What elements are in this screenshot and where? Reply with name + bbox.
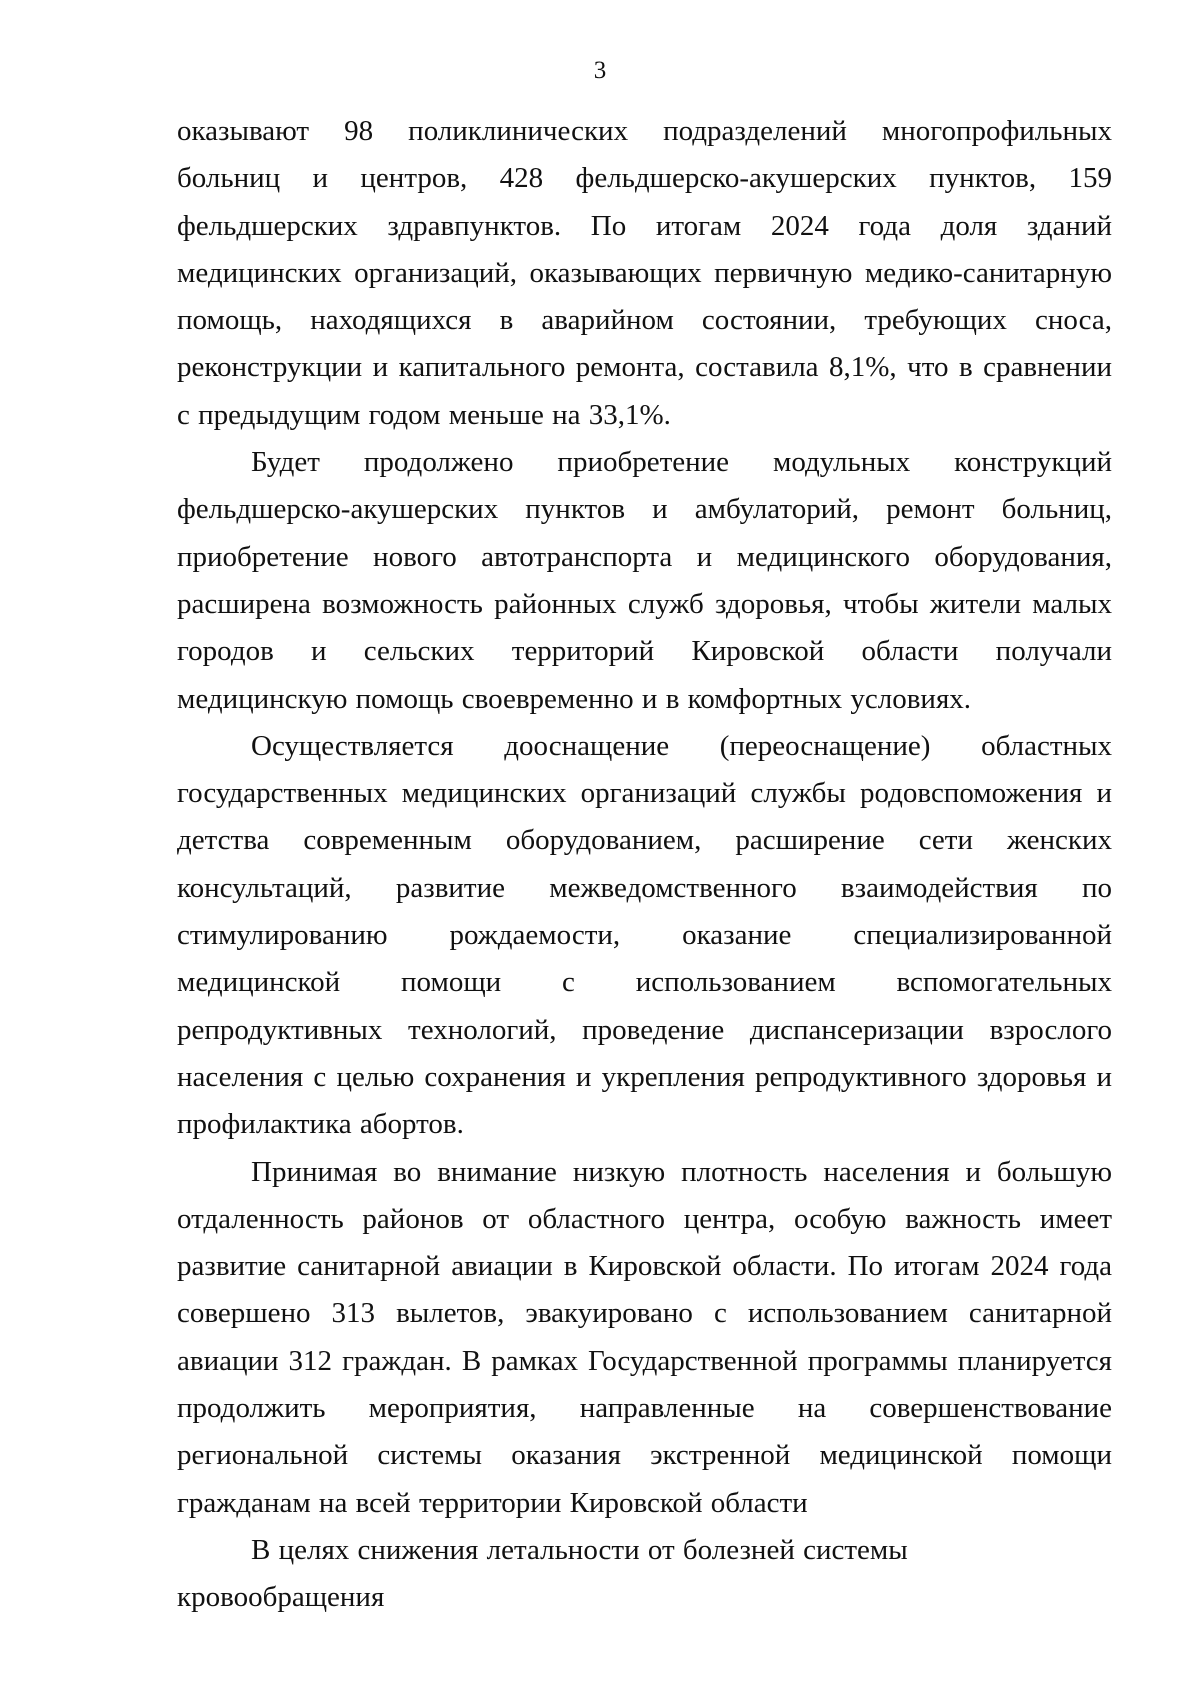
document-body [177,108,1112,1622]
paragraph-primary-care-facilities: оказывают 98 поликлинических подразделений многопрофильных больниц и центров, 428 фельдшерско-акушерских пунктов, 159 фельдшерских здравпунктов. По итогам 2024 года доля зданий медицинских организаций, оказывающих первичную медико-санитарную помощь, находящихся в аварийном состоянии, требующих сноса, реконструкции и капитального ремонта, составила 8,1%, что в сравнении с предыдущим годом меньше на 33,1%. [177,115,1112,431]
paragraph-maternity-services: Осуществляется дооснащение (переоснащение) областных государственных медицинских организаций службы родовспоможения и детства современным оборудованием, расширение сети женских консультаций, развитие межведомственного взаимодействия по стимулированию рождаемости, оказание специализированной медицинской помощи с использованием вспомогательных репродуктивных технологий, проведение диспансеризации взрослого населения с целью сохранения и укрепления репродуктивного здоровья и профилактика абортов. [177,729,1112,1141]
page-number: 3 [593,57,607,84]
paragraph-modular-construction: Будет продолжено приобретение модульных конструкций фельдшерско-акушерских пунктов и амбулаторий, ремонт больниц, приобретение нового автотранспорта и медицинского оборудования, расширена возможность районных служб здоровья, чтобы жители малых городов и сельских территорий Кировской области получали медицинскую помощь своевременно и в комфортных условиях. [177,446,1112,715]
paragraph-sanitary-aviation: Принимая во внимание низкую плотность населения и большую отдаленность районов от областного центра, особую важность имеет развитие санитарной авиации в Кировской области. По итогам 2024 года совершено 313 вылетов, эвакуировано с использованием санитарной авиации 312 граждан. В рамках Государственной программы планируется продолжить мероприятия, направленные на совершенствование региональной системы оказания экстренной медицинской помощи гражданам на всей территории Кировской области [177,1155,1112,1519]
paragraph-circulatory-diseases: В целях снижения летальности от болезней системы кровообращения [177,1533,908,1614]
